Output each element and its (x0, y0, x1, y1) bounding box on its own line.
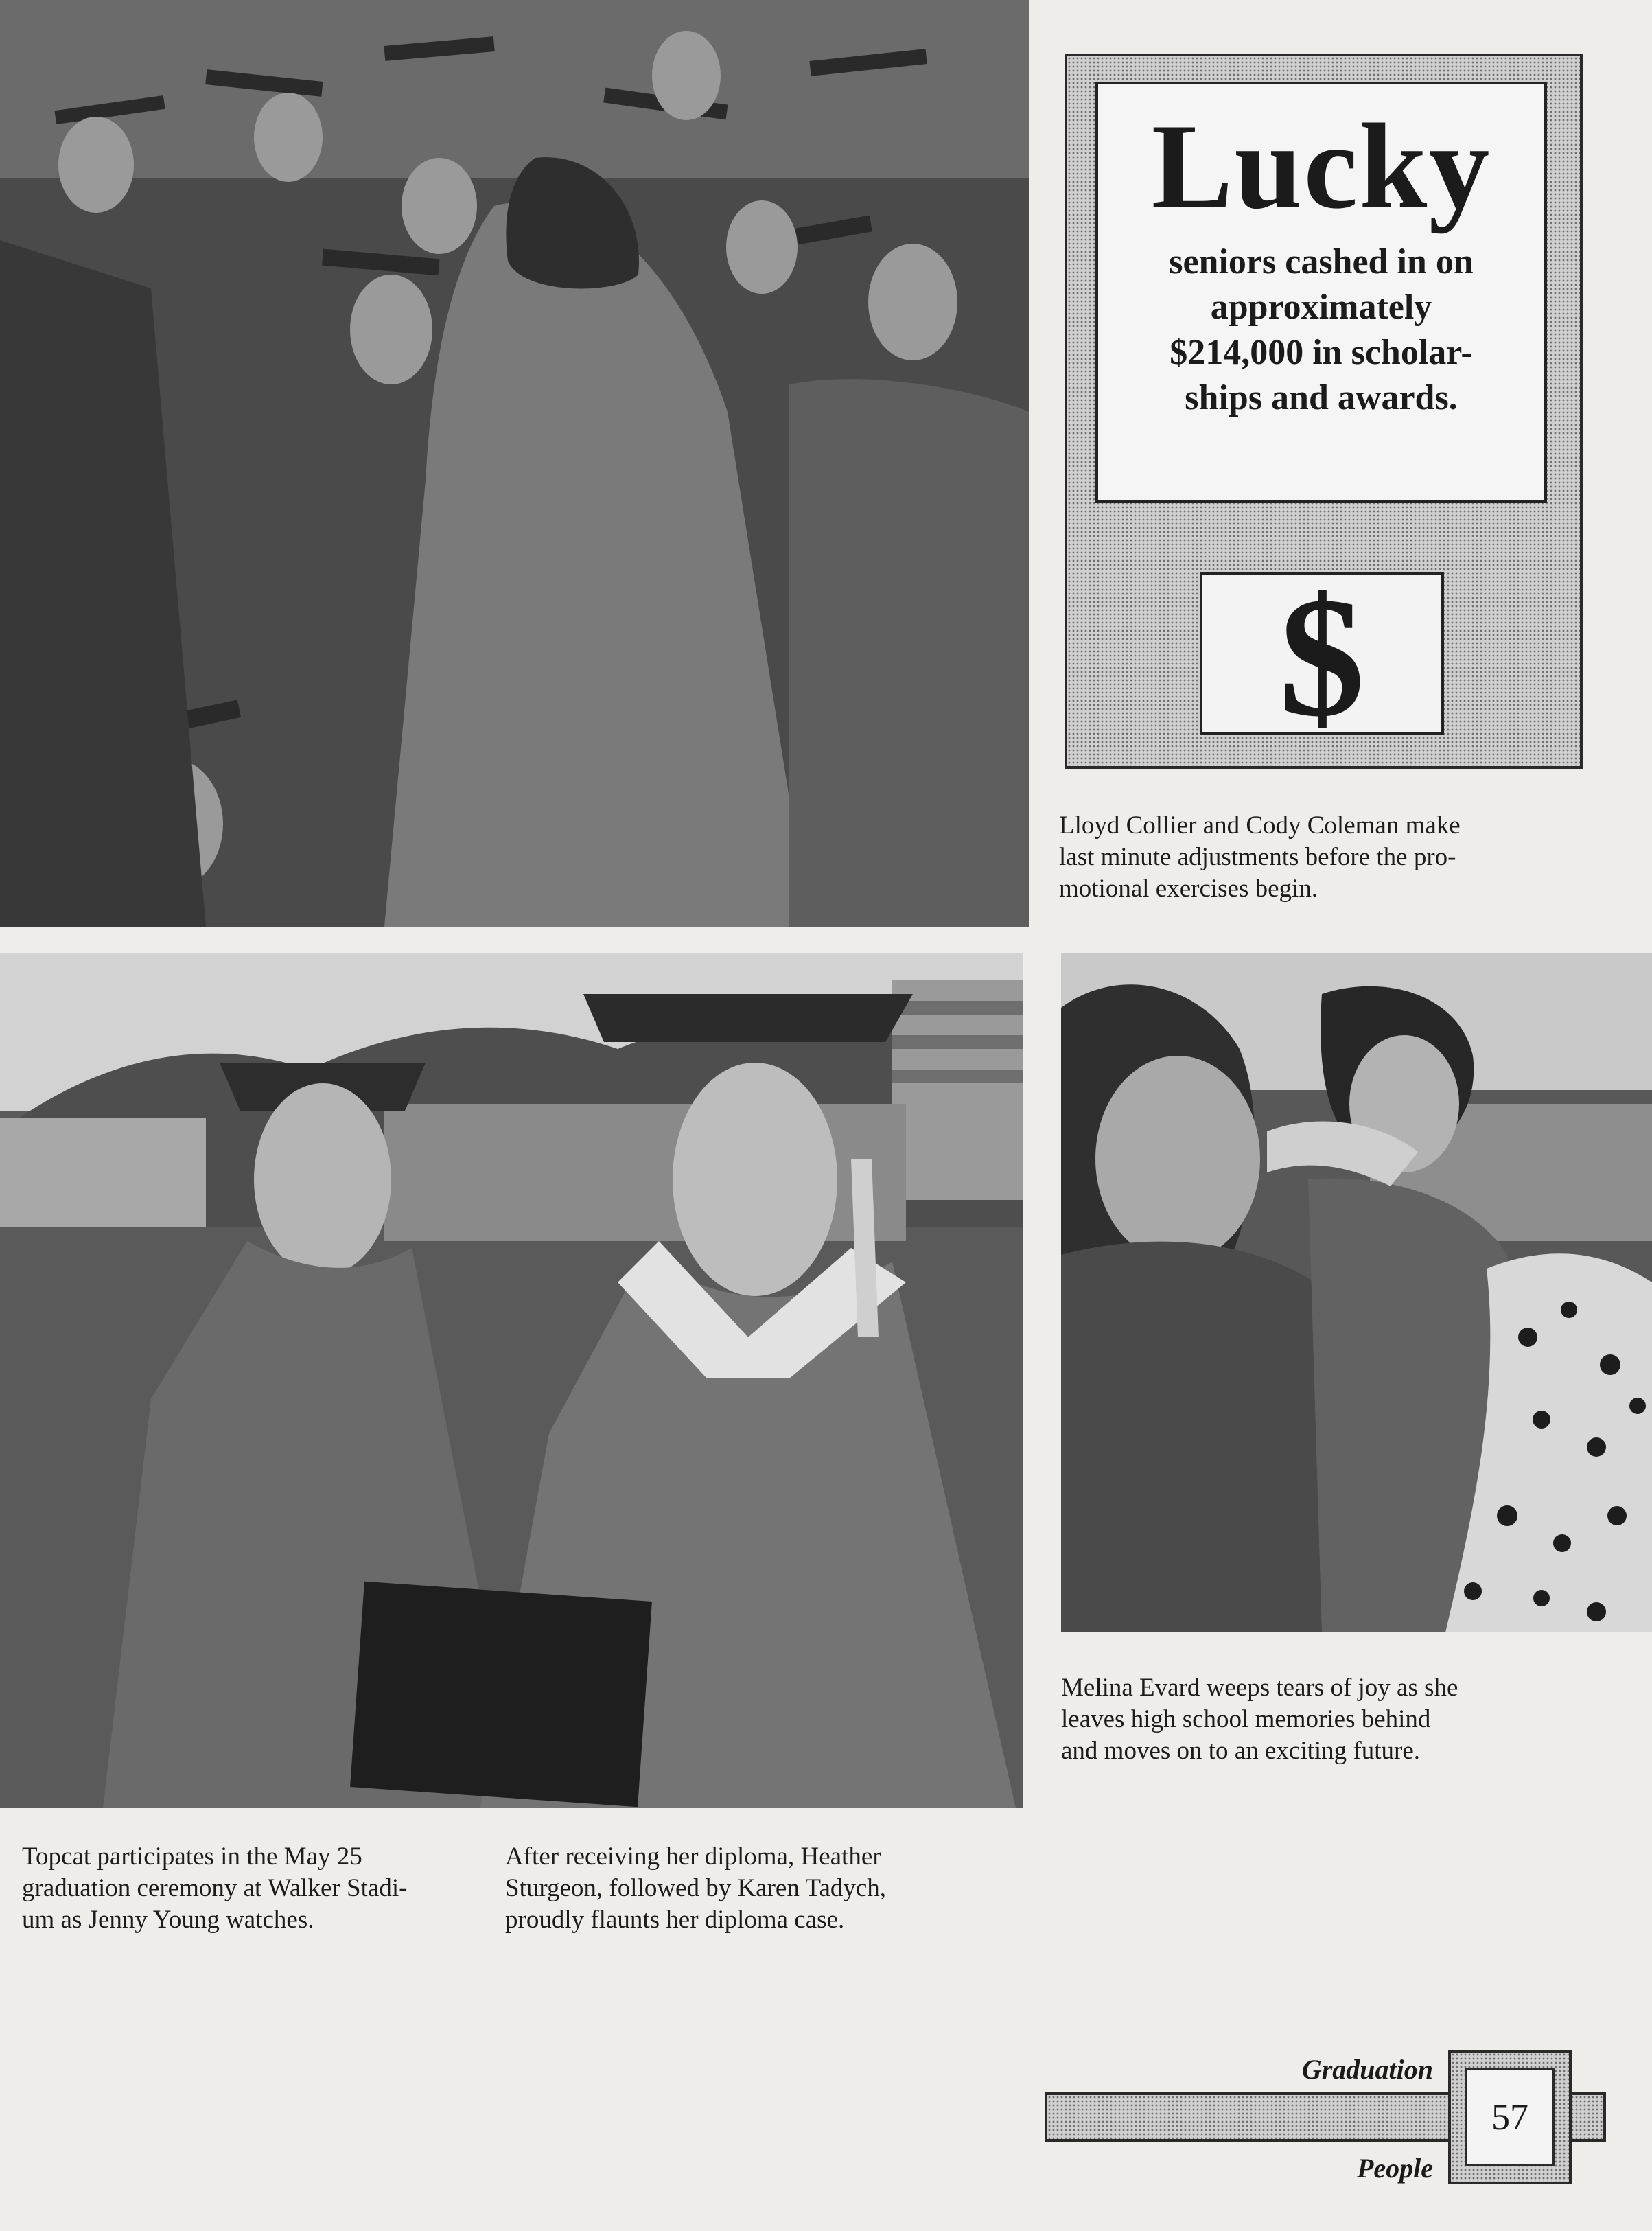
feature-subhead-line: ships and awards. (1185, 378, 1458, 417)
dollar-sign-icon: $ (1279, 562, 1365, 752)
photo-melina-evard (1061, 953, 1652, 1632)
photo-heather-and-karen (0, 953, 1023, 1808)
feature-headline: Lucky (1151, 98, 1491, 234)
feature-subhead-line: seniors cashed in on (1169, 242, 1474, 281)
caption-line: leaves high school memories behind (1061, 1705, 1431, 1733)
photo-graduates-in-stands (0, 0, 1029, 927)
caption-line: proudly flaunts her diploma case. (505, 1906, 845, 1934)
feature-subhead (1098, 240, 1544, 421)
caption-line: last minute adjustments before the pro- (1059, 843, 1456, 871)
caption-line: Melina Evard weeps tears of joy as she (1061, 1674, 1458, 1702)
caption-line: um as Jenny Young watches. (22, 1906, 314, 1934)
page-number: 57 (1465, 2068, 1555, 2166)
caption-topcat (22, 1841, 472, 1936)
dollar-sign-box (1200, 562, 1444, 752)
feature-subhead-line: approximately (1210, 288, 1432, 327)
caption-line: graduation ceremony at Walker Stadi- (22, 1874, 408, 1902)
caption-line: motional exercises begin. (1059, 875, 1318, 903)
caption-top-photo (1059, 810, 1581, 905)
footer-category-label: People (1356, 2153, 1433, 2184)
caption-line: After receiving her diploma, Heather (505, 1842, 881, 1871)
feature-subhead-line: $214,000 in scholar- (1170, 333, 1473, 372)
caption-line: Lloyd Collier and Cody Coleman make (1059, 811, 1461, 840)
caption-line: Sturgeon, followed by Karen Tadych, (505, 1874, 887, 1902)
caption-melina-photo (1061, 1672, 1577, 1767)
caption-heather (505, 1841, 1021, 1936)
caption-line: and moves on to an exciting future. (1061, 1737, 1421, 1765)
footer-section-label: Graduation (1301, 2054, 1433, 2085)
caption-line: Topcat participates in the May 25 (22, 1842, 362, 1871)
feature-text-box (1095, 82, 1547, 503)
